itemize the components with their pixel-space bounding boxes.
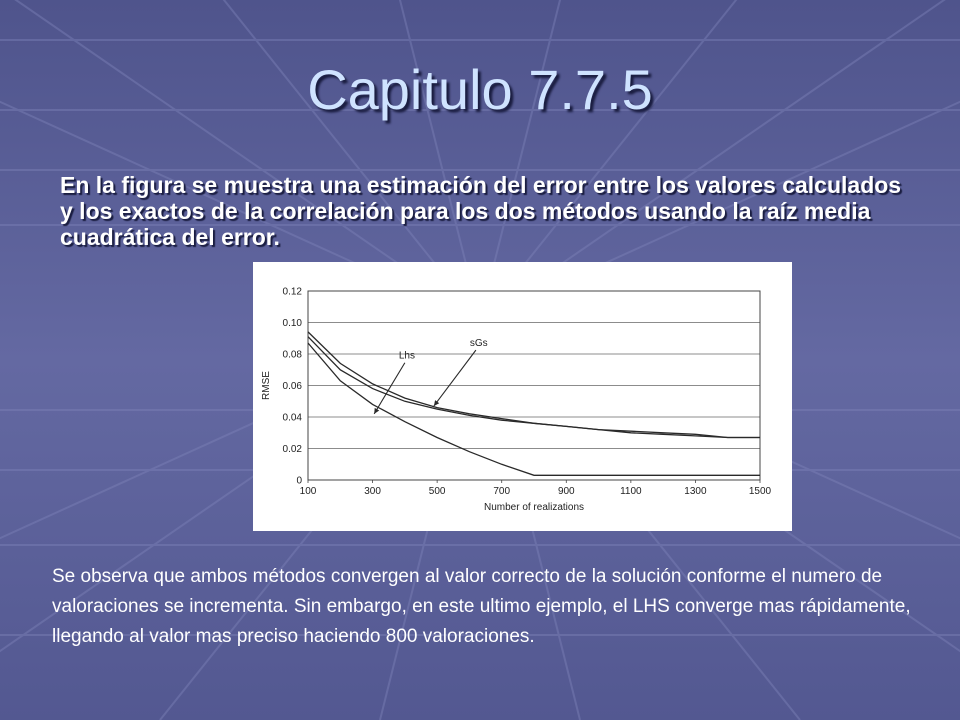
x-tick-label: 700 [493, 486, 511, 497]
annotation-arrowhead-sgs [434, 400, 439, 406]
x-tick-label: 1100 [620, 486, 642, 497]
x-axis-label: Number of realizations [483, 502, 585, 513]
y-tick-label: 0 [296, 475, 302, 487]
y-axis-label: RMSE [261, 371, 272, 400]
annotation-arrow-lhs [374, 363, 405, 414]
y-tick-label: 0.08 [282, 349, 302, 361]
x-tick-label: 100 [299, 486, 317, 497]
intro-paragraph: En la figura se muestra una estimación del error entre los valores calculados y los exactos de la correlación para los dos métodos usando la raíz media cuadrática del error. [60, 172, 902, 250]
series-line-2 [308, 332, 760, 438]
x-tick-label: 1300 [684, 486, 707, 497]
x-tick-label: 1500 [748, 486, 772, 497]
rmse-chart [253, 262, 792, 531]
y-tick-label: 0.04 [282, 412, 302, 424]
x-tick-label: 900 [557, 486, 575, 497]
rmse-figure [253, 262, 792, 531]
annotation-label-lhs: Lhs [398, 350, 415, 362]
y-tick-label: 0.06 [282, 381, 302, 392]
annotation-arrow-sgs [434, 350, 476, 406]
annotation-label-sgs: sGs [469, 338, 488, 350]
y-tick-label: 0.10 [282, 318, 302, 329]
series-line-sgs [308, 337, 760, 438]
y-tick-label: 0.02 [282, 444, 302, 455]
x-tick-label: 500 [428, 486, 446, 497]
conclusion-paragraph: Se observa que ambos métodos convergen al valor correcto de la solución conforme el numero de valoraciones se incrementa. Sin embargo, en este ultimo ejemplo, el LHS converge mas rápidamente, llegando al valor mas preciso haciendo 800 valoraciones. [52, 566, 911, 647]
y-tick-label: 0.12 [282, 286, 302, 298]
slide-title: Capitulo 7.7.5 [307, 58, 653, 121]
x-tick-label: 300 [364, 486, 381, 497]
